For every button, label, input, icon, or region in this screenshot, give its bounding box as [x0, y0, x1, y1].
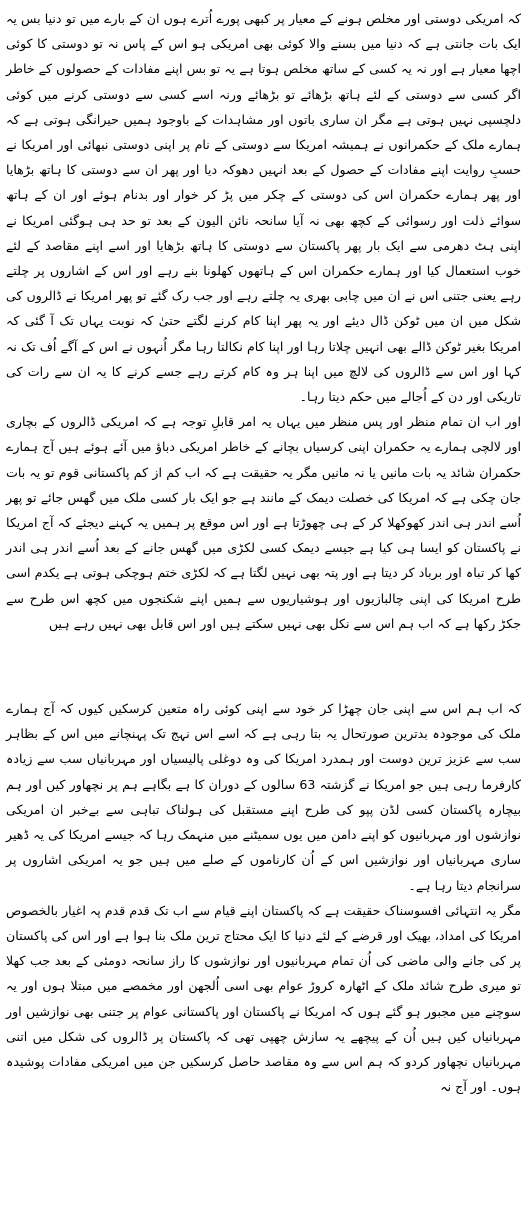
- paragraph-gap: [6, 636, 521, 696]
- paragraph-1: کہ امریکی دوستی اور مخلص ہونے کے معیار پر کبھی پورے اُترے ہوں ان کے بارے میں تو دنیا بس یہ ایک بات جانتی ہے کہ دنیا میں بسنے والا کوئی بھی امریکی ہو اس کے پاس نہ تو دوستی کا کوئی اچھا معیار ہے اور نہ یہ کسی کے ساتھ مخلص ہوتا ہے یہ تو بس اپنے مفادات کے حصولوں کے خاطر اگر کسی سے دوستی کے لئے ہاتھ بڑھائے تو بڑھائے ورنہ اسے کسی سے دوستی کرنے میں کوئی دلچسپی نہیں ہوتی ہے مگر ان ساری باتوں اور مشاہدات کے باوجود ہمیں حیرانگی ہوتی ہے کہ ہمارے ملک کے حکمرانوں نے ہمیشہ امریکا سے دوستی کے نام پر اپنی دوستی نبھائی اور امریکا نے حسبِ روایت اپنے مفادات کے حصول کے بعد انہیں دھوکہ دیا اور پھر ان سے دوستی کا ہاتھ بڑھایا اور پھر ہمارے حکمران اس کی دوستی کے چکر میں پڑ کر خوار اور بدنام ہوئے اور ان کے ہاتھ سوائے ذلت اور رسوائی کے کچھ بھی نہ آیا سانحہ نائن الیون کے بعد تو حد ہی ہوگئی امریکا نے اپنی ہٹ دھرمی سے ایک بار پھر پاکستان سے دوستی کا ہاتھ بڑھایا اور اسے اپنے مقاصد کے لئے خوب استعمال کیا اور ہمارے حکمران اس کے ہاتھوں کھلونا بنے رہے اور اس کے اشاروں پر چلتے رہے یعنی جتنی اس نے ان میں چابی بھری یہ چلتے رہے اور جب رک گئے تو پھر امریکا نے ڈالروں کی شکل میں ان میں ٹوکن ڈال دیئے اور یہ پھر اپنا کام کرنے لگتے حتیٰ کہ نوبت یہاں تک آ گئی کہ امریکا بغیر ٹوکن ڈالے بھی انہیں چلاتا رہا اور اپنا کام نکالتا رہا مگر اُنہوں نے اس کے آگے اُف تک نہ کہا اور اس سے ڈالروں کی لالچ میں اپنا ہر وہ کام کرتے رہے جسے کرنے کا یہ ان سے رات کی تاریکی اور دن کے اُجالے میں حکم دیتا رہا۔: [6, 11, 521, 405]
- paragraph-4: مگر یہ انتہائی افسوسناک حقیقت ہے کہ پاکستان اپنے قیام سے اب تک قدم قدم پہ اغیار بالخصوص امریکا کی امداد، بھیک اور قرضے کے لئے دنیا کا ایک محتاج ترین ملک بنا ہوا ہے اور اس کی پاکستان پر کی جانے والی ماضی کی اُن تمام مہربانیوں اور نوازشوں کا راز سانحہ دومئی کے بعد جب کھلا تو میری طرح شائد ملک کے اٹھارہ کروڑ عوام بھی اسی اُلجھن اور مخمصے میں مبتلا ہوں اور یہ سوچنے میں مجبور ہو گئے ہوں کہ امریکا نے پاکستان اور پاکستانی عوام پر جتنی بھی نوازشیں اور مہربانیاں کیں ہیں اُن کے پیچھے یہ سازش چھپی تھی کہ پاکستان پر ڈالروں کی شکل میں اتنی مہربانیاں نچھاور کردو کہ ہم اس سے وہ مقاصد حاصل کرسکیں جن میں امریکی مفادات پوشیدہ ہوں۔ اور آج نہ: [6, 902, 521, 1095]
- paragraph-3: کہ اب ہم اس سے اپنی جان چھڑا کر خود سے اپنی کوئی راہ متعین کرسکیں کیوں کہ آج ہمارے ملک کی موجودہ بدترین صورتحال یہ بتا رہی ہے کہ اسے اس نہج تک پہنچانے میں اس کے بظاہر سب سے عزیز ترین دوست اور ہمدرد امریکا کی وہ دوغلی پالیسیاں اور مہربانیاں سب سے زیادہ کارفرما رہی ہیں جو امریکا نے گزشتہ 63 سالوں کے دوران کا ہے بگاہے ہم پر نچھاور کیں اور ہم بیچارہ پاکستان کسی لڈن پپو کی طرح اپنے مستقبل کی ہولناک تباہی سے بےخبر ان امریکی نوازشوں اور مہربانیوں کو اپنے دامن میں یوں سمیٹنے میں منہمک رہا کہ جیسے امریکا کی یہ ڈھیر ساری مہربانیاں اور نوازشیں اس کے اُن کارناموں کے صلے میں ہیں جو یہ امریکی اشاروں پر سرانجام دیتا رہا ہے۔: [6, 701, 521, 893]
- paragraph-2: اور اب ان تمام منظر اور پس منظر میں یہاں یہ امر قابلِ توجہ ہے کہ امریکی ڈالروں کے بچاری اور لالچی ہمارے یہ حکمران اپنی کرسیاں بچانے کے خاطر امریکی دباؤ میں آئے ہوئے ہیں آج ہمارے حکمران شائد یہ بات مانیں یا نہ مانیں مگر یہ حقیقت ہے کہ اب کم از کم پاکستانی قوم تو یہ بات جان چکی ہے کہ امریکا کی خصلت دیمک کے مانند ہے جو ایک بار کسی ملک میں گھس جائے تو پھر اُسے اندر ہی اندر کھوکھلا کر کے ہی چھوڑتا ہے اور اس موقع پر ہمیں یہ کہنے دیجئے کہ آج امریکا نے پاکستان کو ایسا ہی کیا ہے جیسے دیمک کسی لکڑی میں گھس جانے کے بعد اُسے اندر ہی اندر کھا کر تباہ اور برباد کر دیتا ہے اور پتہ بھی نہیں لگتا ہے کہ لکڑی ختم ہوچکی ہوتی ہے یکدم اسی طرح امریکا کی اپنی چالبازیوں اور ہوشیاریوں سے ہمیں اپنے شکنجوں میں کچھ اس طرح سے جکڑ رکھا ہے کہ اب ہم اس سے نکل بھی نہیں سکتے ہیں اور اس قابل بھی نہیں رہے ہیں: [6, 414, 521, 631]
